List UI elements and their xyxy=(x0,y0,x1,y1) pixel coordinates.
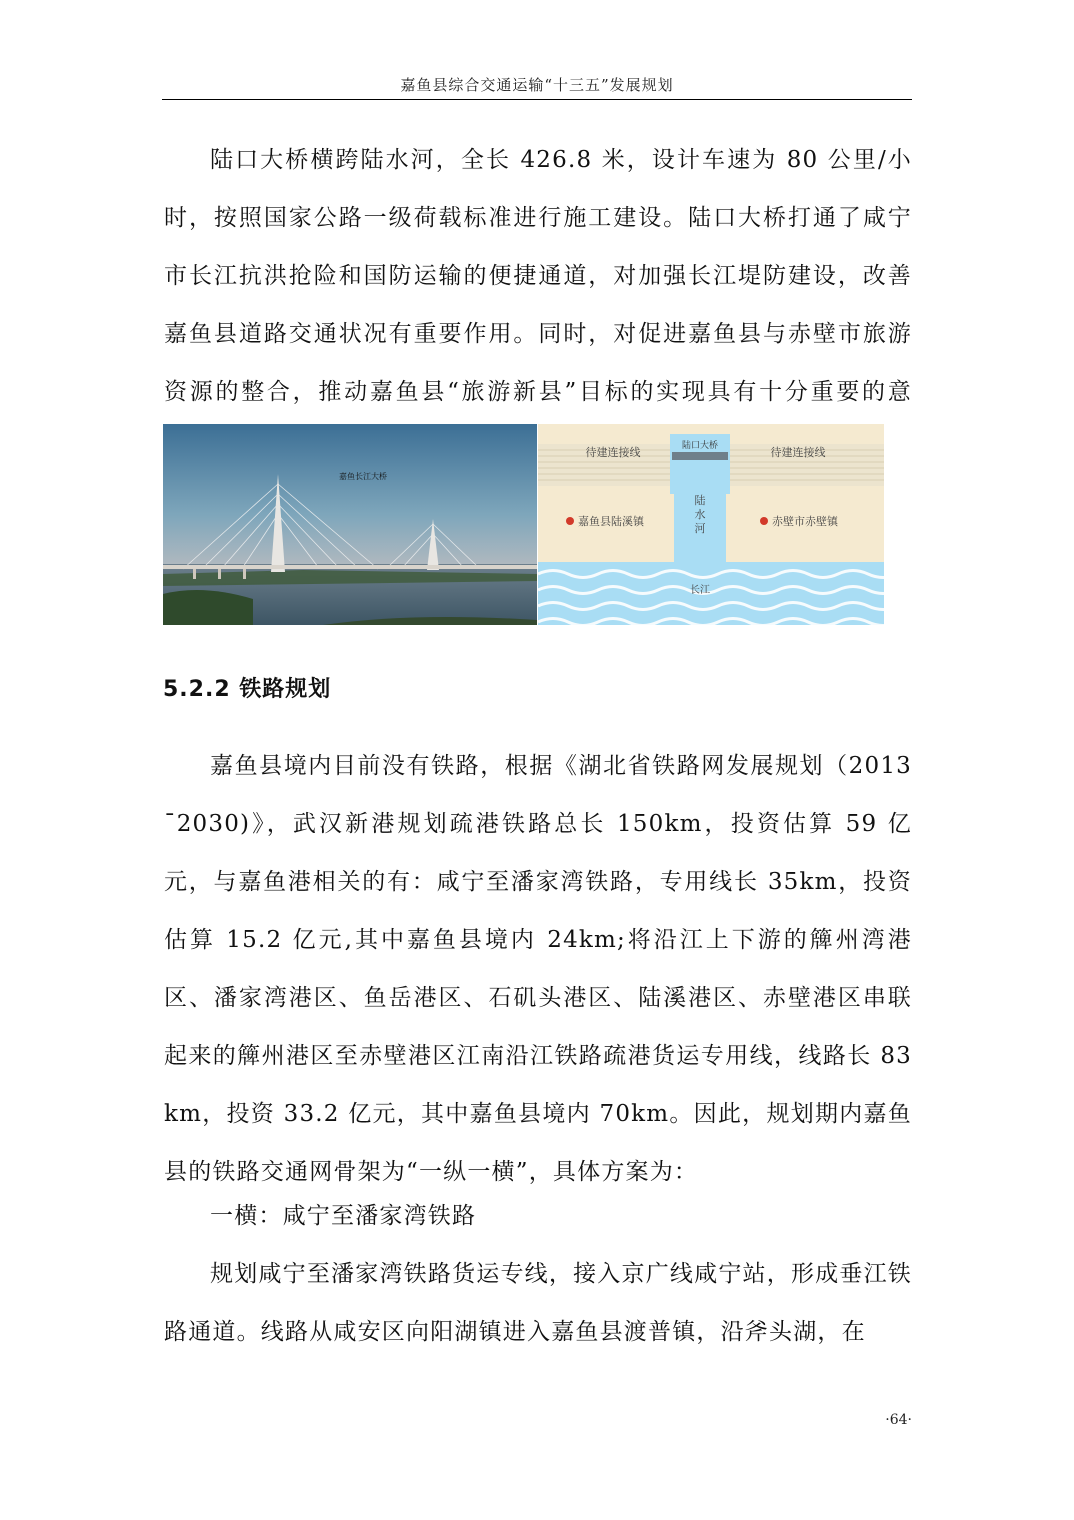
paragraph-line-detail: 规划咸宁至潘家湾铁路货运专线，接入京广线咸宁站，形成垂江铁路通道。线路从咸安区向阳湖镇进入嘉鱼县渡普镇，沿斧头湖，在 xyxy=(164,1261,912,1345)
map-tributary-label: 陆水河 xyxy=(694,494,706,535)
map-bridge-label: 陆口大桥 xyxy=(681,441,719,451)
bridge-photo xyxy=(163,424,537,625)
map-right-town-label: 赤壁市赤壁镇 xyxy=(772,515,838,528)
map-left-town-label: 嘉鱼县陆溪镇 xyxy=(578,515,644,528)
document-header-title: 嘉鱼县综合交通运输“十三五”发展规划 xyxy=(400,76,674,94)
left-town-marker xyxy=(566,517,574,525)
map-right-link-label: 待建连接线 xyxy=(770,446,826,459)
bridge-photo-caption: 嘉鱼长江大桥 xyxy=(339,472,387,481)
right-town-marker xyxy=(760,517,768,525)
river-location-map xyxy=(538,424,884,625)
page-number: ·64· xyxy=(885,1412,912,1428)
map-river-label: 长江 xyxy=(690,585,710,596)
section-heading: 5.2.2 铁路规划 xyxy=(163,677,332,702)
paragraph-bridge-intro: 陆口大桥横跨陆水河，全长 426.8 米，设计车速为 80 公里/小时，按照国家公路一级荷载标准进行施工建设。陆口大桥打通了咸宁市长江抗洪抢险和国防运输的便捷通道，对加强长江堤防建设，改善嘉鱼县道路交通状况有重要作用。同时，对促进嘉鱼县与赤壁市旅游资源的整合，推动嘉鱼县“旅游新县”目标的实现具有十分重要的意 xyxy=(164,147,912,405)
paragraph-railway-status: 嘉鱼县境内目前没有铁路，根据《湖北省铁路网发展规划（2013¯2030)》，武汉新港规划疏港铁路总长 150km，投资估算 59 亿元，与嘉鱼港相关的有：咸宁至潘家湾铁路，专用线长 35km，投资估算 15.2 亿元,其中嘉鱼县境内 24km;将沿江上下游的簰州湾港区、潘家湾港区、鱼岳港区、石矶头港区、陆溪港区、赤壁港区串联起来的簰州港区至赤壁港区江南沿江铁路疏港货运专用线，线路长 83km，投资 33.2 亿元，其中嘉鱼县境内 70km。因此，规划期内嘉鱼县的铁路交通网骨架为“一纵一横”，具体方案为： xyxy=(164,753,912,1185)
header-rule xyxy=(162,99,912,100)
paragraph-horizontal-line: 一横：咸宁至潘家湾铁路 xyxy=(210,1203,477,1229)
map-left-link-label: 待建连接线 xyxy=(585,446,641,459)
